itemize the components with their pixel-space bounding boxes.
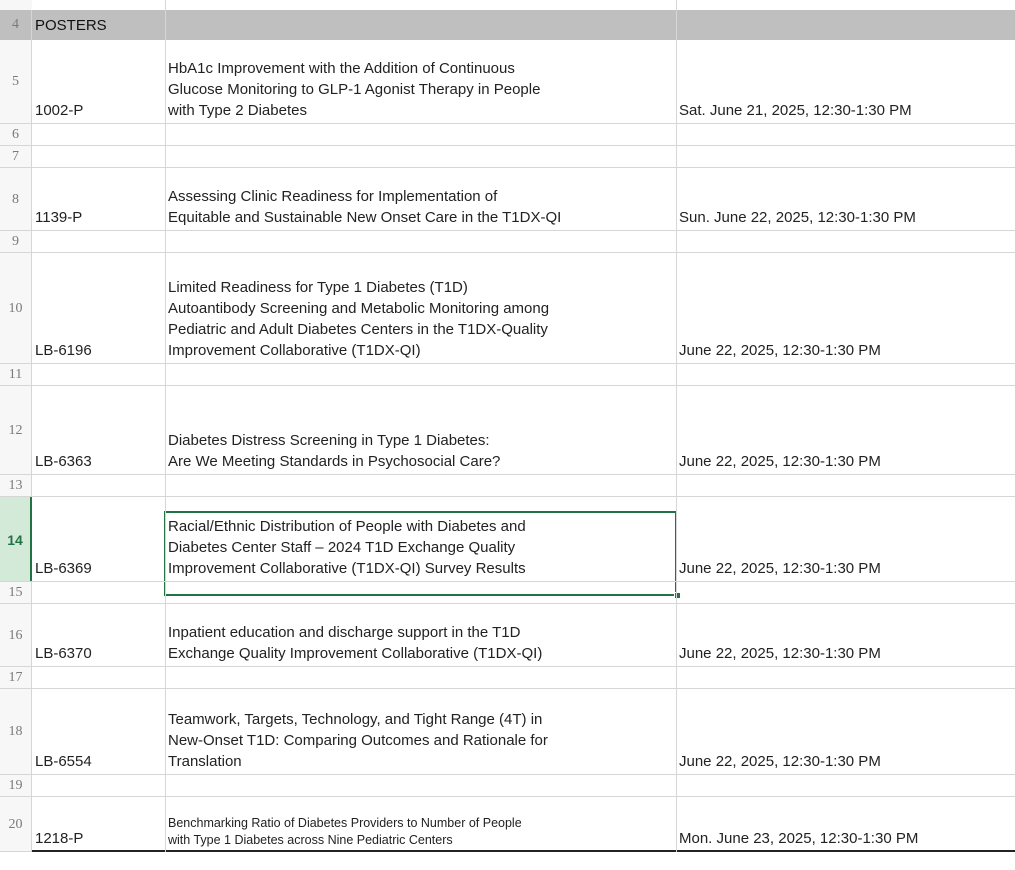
- date-cell[interactable]: [676, 124, 1015, 146]
- title-line: Racial/Ethnic Distribution of People with Diabetes and: [168, 518, 526, 535]
- title-cell[interactable]: [165, 386, 676, 475]
- title-line: Teamwork, Targets, Technology, and Tight Range (4T) in: [168, 711, 543, 728]
- title-cell[interactable]: [165, 364, 676, 386]
- title-line: Diabetes Distress Screening in Type 1 Diabetes:: [168, 432, 490, 449]
- code-cell[interactable]: LB-6369: [35, 560, 92, 577]
- title-line: Limited Readiness for Type 1 Diabetes (T1D): [168, 279, 468, 296]
- gridline-horizontal: [0, 385, 1015, 386]
- date-cell[interactable]: [676, 475, 1015, 497]
- partial-row-above: [0, 0, 1015, 10]
- date-cell[interactable]: June 22, 2025, 12:30-1:30 PM: [679, 645, 881, 662]
- empty-row[interactable]: [0, 124, 1015, 146]
- empty-row[interactable]: [0, 475, 1015, 497]
- title-cell[interactable]: [165, 604, 676, 667]
- table-row[interactable]: [0, 386, 1015, 475]
- last-row-border: [32, 850, 1015, 852]
- title-line: Glucose Monitoring to GLP-1 Agonist Therapy in People: [168, 81, 541, 98]
- title-line: HbA1c Improvement with the Addition of Continuous: [168, 60, 515, 77]
- date-cell[interactable]: [676, 146, 1015, 168]
- code-cell[interactable]: [32, 582, 165, 604]
- title-line: Translation: [168, 753, 242, 770]
- empty-row[interactable]: [0, 146, 1015, 168]
- gridline-horizontal: [0, 796, 1015, 797]
- title-line: with Type 2 Diabetes: [168, 102, 307, 119]
- gridline-horizontal: [0, 688, 1015, 689]
- title-cell[interactable]: [165, 168, 676, 231]
- title-line: Are We Meeting Standards in Psychosocial Care?: [168, 453, 501, 470]
- title-line: Benchmarking Ratio of Diabetes Providers to Number of People: [168, 816, 522, 830]
- title-cell[interactable]: [165, 475, 676, 497]
- section-label-cell[interactable]: POSTERS: [35, 16, 107, 34]
- title-line: Diabetes Center Staff – 2024 T1D Exchange Quality: [168, 539, 516, 556]
- gridline-horizontal: [0, 603, 1015, 604]
- code-cell[interactable]: [32, 775, 165, 797]
- row-header-16[interactable]: 16: [0, 604, 32, 667]
- date-cell[interactable]: Sat. June 21, 2025, 12:30-1:30 PM: [679, 102, 912, 119]
- date-cell[interactable]: [676, 775, 1015, 797]
- code-cell[interactable]: [32, 475, 165, 497]
- title-line: Improvement Collaborative (T1DX-QI) Survey Results: [168, 560, 526, 577]
- title-cell[interactable]: [165, 689, 676, 775]
- gridline-horizontal: [0, 252, 1015, 253]
- row-header-stub: [0, 0, 32, 10]
- row-header-5[interactable]: 5: [0, 40, 32, 124]
- title-line: Equitable and Sustainable New Onset Care in the T1DX-QI: [168, 209, 562, 226]
- row-header-13[interactable]: 13: [0, 475, 32, 497]
- row-header-20[interactable]: 20: [0, 797, 32, 852]
- gridline-vertical: [676, 0, 677, 852]
- gridline-horizontal: [0, 123, 1015, 124]
- title-line: New-Onset T1D: Comparing Outcomes and Rationale for: [168, 732, 548, 749]
- title-line: Pediatric and Adult Diabetes Centers in the T1DX-Quality: [168, 321, 548, 338]
- gridline-horizontal: [0, 774, 1015, 775]
- empty-row[interactable]: [0, 667, 1015, 689]
- title-cell[interactable]: [165, 582, 676, 604]
- title-cell[interactable]: [165, 667, 676, 689]
- title-cell[interactable]: [165, 775, 676, 797]
- row-header-7[interactable]: 7: [0, 146, 32, 168]
- title-cell[interactable]: [165, 124, 676, 146]
- table-row[interactable]: [0, 253, 1015, 364]
- title-cell[interactable]: [165, 40, 676, 124]
- title-cell[interactable]: [165, 497, 676, 582]
- date-cell[interactable]: June 22, 2025, 12:30-1:30 PM: [679, 342, 881, 359]
- row-header-6[interactable]: 6: [0, 124, 32, 146]
- empty-row[interactable]: [0, 582, 1015, 604]
- row-header-10[interactable]: 10: [0, 253, 32, 364]
- table-row[interactable]: [0, 689, 1015, 775]
- section-row-posters[interactable]: [0, 10, 1015, 40]
- table-row[interactable]: [0, 497, 1015, 582]
- row-header-17[interactable]: 17: [0, 667, 32, 689]
- empty-row[interactable]: [0, 364, 1015, 386]
- row-header-19[interactable]: 19: [0, 775, 32, 797]
- code-cell[interactable]: [32, 124, 165, 146]
- gridline-horizontal: [0, 230, 1015, 231]
- code-cell[interactable]: LB-6196: [35, 342, 92, 359]
- title-cell[interactable]: [165, 231, 676, 253]
- table-row[interactable]: [0, 40, 1015, 124]
- date-cell[interactable]: Sun. June 22, 2025, 12:30-1:30 PM: [679, 209, 916, 226]
- date-cell[interactable]: [676, 582, 1015, 604]
- code-cell[interactable]: [32, 364, 165, 386]
- row-header-18[interactable]: 18: [0, 689, 32, 775]
- title-cell[interactable]: [165, 146, 676, 168]
- code-cell[interactable]: LB-6370: [35, 645, 92, 662]
- table-row[interactable]: [0, 797, 1015, 852]
- code-cell[interactable]: 1139-P: [35, 209, 83, 226]
- code-cell[interactable]: [32, 146, 165, 168]
- table-row[interactable]: [0, 168, 1015, 231]
- title-line: Improvement Collaborative (T1DX-QI): [168, 342, 421, 359]
- title-line: Exchange Quality Improvement Collaborative (T1DX-QI): [168, 645, 543, 662]
- code-cell[interactable]: LB-6554: [35, 753, 92, 770]
- row-header-8[interactable]: 8: [0, 168, 32, 231]
- row-header-9[interactable]: 9: [0, 231, 32, 253]
- title-line: Assessing Clinic Readiness for Implementation of: [168, 188, 498, 205]
- code-cell[interactable]: [32, 231, 165, 253]
- table-row[interactable]: [0, 604, 1015, 667]
- date-cell[interactable]: [676, 231, 1015, 253]
- empty-row[interactable]: [0, 231, 1015, 253]
- gridline-horizontal: [0, 167, 1015, 168]
- title-cell[interactable]: [165, 253, 676, 364]
- gridline-horizontal: [0, 363, 1015, 364]
- gridline-horizontal: [0, 581, 1015, 582]
- row-header-15[interactable]: 15: [0, 582, 32, 604]
- gridline-vertical: [165, 0, 166, 852]
- code-cell[interactable]: [32, 667, 165, 689]
- title-line: Autoantibody Screening and Metabolic Monitoring among: [168, 300, 550, 317]
- date-cell[interactable]: [676, 364, 1015, 386]
- title-line: with Type 1 Diabetes across Nine Pediatric Centers: [168, 833, 453, 847]
- gridline-horizontal: [0, 145, 1015, 146]
- gridline-horizontal: [0, 474, 1015, 475]
- date-cell[interactable]: June 22, 2025, 12:30-1:30 PM: [679, 560, 881, 577]
- row-header-11[interactable]: 11: [0, 364, 32, 386]
- date-cell[interactable]: June 22, 2025, 12:30-1:30 PM: [679, 753, 881, 770]
- row-header-14[interactable]: 14: [0, 497, 32, 582]
- gridline-horizontal: [0, 666, 1015, 667]
- code-cell[interactable]: 1002-P: [35, 102, 84, 119]
- row-header-12[interactable]: 12: [0, 386, 32, 475]
- date-cell[interactable]: [676, 667, 1015, 689]
- title-cell[interactable]: [165, 797, 676, 852]
- empty-row[interactable]: [0, 775, 1015, 797]
- date-cell[interactable]: June 22, 2025, 12:30-1:30 PM: [679, 453, 881, 470]
- code-cell[interactable]: 1218-P: [35, 830, 84, 847]
- title-line: Inpatient education and discharge support in the T1D: [168, 624, 521, 641]
- gridline-horizontal: [0, 496, 1015, 497]
- date-cell[interactable]: Mon. June 23, 2025, 12:30-1:30 PM: [679, 830, 919, 847]
- code-cell[interactable]: LB-6363: [35, 453, 92, 470]
- row-header-4[interactable]: 4: [0, 10, 32, 40]
